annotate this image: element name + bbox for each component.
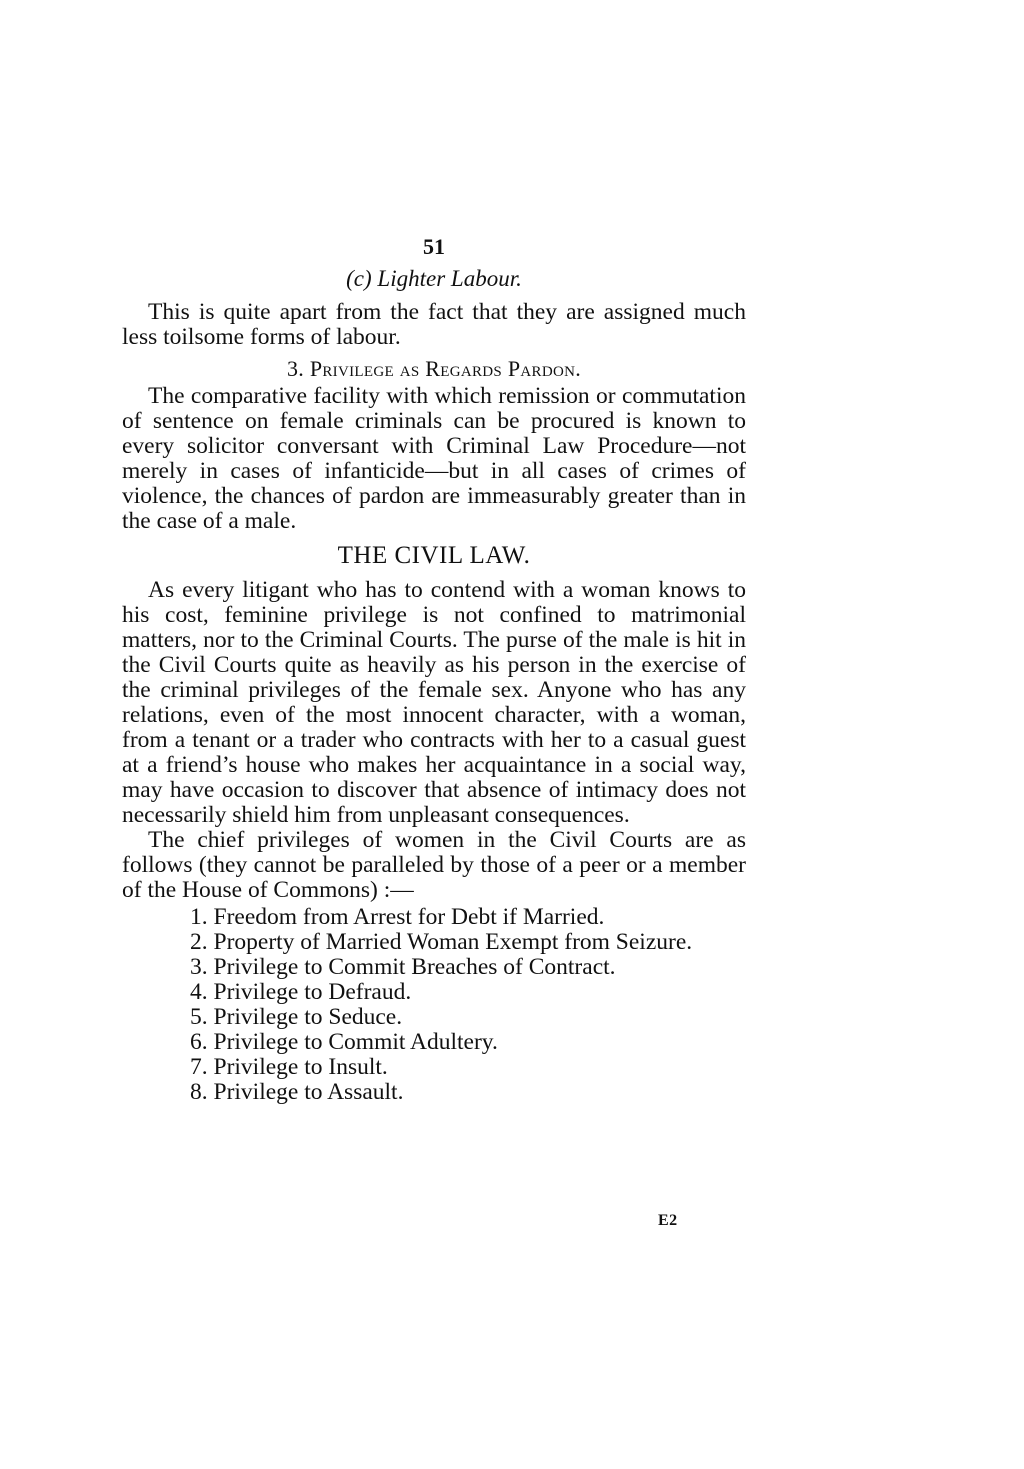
- list-item-text: Privilege to Seduce.: [213, 1004, 403, 1030]
- pardon-heading: 3. Privilege as Regards Pardon.: [286, 356, 582, 381]
- list-item-text: Privilege to Defraud.: [213, 979, 412, 1005]
- lighter-labour-heading: (c) Lighter Labour.: [346, 266, 522, 291]
- civil-law-heading: THE CIVIL LAW.: [337, 542, 531, 569]
- list-item-number: 1.: [190, 904, 208, 930]
- pardon-paragraph: The comparative facility with which remission or commutation of sentence on female criminals can be procured is known to every solicitor conversant with Criminal Law Procedure—not merely in cases of infanticide—but in all cases of crimes of violence, the chances of pardon are immeasurably greater than in the case of a male.: [122, 383, 746, 534]
- list-item: [122, 930, 746, 955]
- list-item-text: Freedom from Arrest for Debt if Married.: [213, 904, 605, 930]
- list-item: [122, 1005, 746, 1030]
- list-item-text: Privilege to Commit Breaches of Contract.: [213, 954, 616, 980]
- list-item: [122, 1055, 746, 1080]
- list-item-number: 4.: [190, 979, 208, 1005]
- page-number: 51: [423, 234, 445, 259]
- list-item: [122, 955, 746, 980]
- list-item-number: 3.: [190, 954, 208, 980]
- signature-mark: E2: [658, 1212, 678, 1229]
- list-item: [122, 905, 746, 930]
- list-item: [122, 1080, 746, 1105]
- list-item: [122, 980, 746, 1005]
- privileges-list: [122, 905, 746, 1105]
- page-body: [122, 232, 746, 1105]
- list-item-text: Privilege to Assault.: [213, 1079, 404, 1105]
- list-item-text: Privilege to Commit Adultery.: [213, 1029, 498, 1055]
- list-item-number: 2.: [190, 929, 208, 955]
- civil-law-paragraph-2: The chief privileges of women in the Civil Courts are as follows (they cannot be paralleled by those of a peer or a member of the House of Commons) :—: [122, 827, 746, 903]
- lighter-labour-paragraph: This is quite apart from the fact that they are assigned much less toilsome forms of labour.: [122, 299, 746, 350]
- list-item-number: 5.: [190, 1004, 208, 1030]
- list-item-text: Privilege to Insult.: [213, 1054, 388, 1080]
- list-item-number: 8.: [190, 1079, 208, 1105]
- civil-law-paragraph-1: As every litigant who has to contend with a woman knows to his cost, feminine privilege is not confined to matrimonial matters, nor to the Criminal Courts. The purse of the male is hit in the Civil Courts quite as heavily as his person in the exercise of the criminal privileges of the female sex. Anyone who has any relations, even of the most innocent character, with a woman, from a tenant or a trader who contracts with her to a casual guest at a friend’s house who makes her acquaintance in a social way, may have occasion to discover that absence of intimacy does not necessarily shield him from unpleasant consequences.: [122, 577, 746, 828]
- list-item-text: Property of Married Woman Exempt from Seizure.: [213, 929, 693, 955]
- list-item: [122, 1030, 746, 1055]
- list-item-number: 7.: [190, 1054, 208, 1080]
- list-item-number: 6.: [190, 1029, 208, 1055]
